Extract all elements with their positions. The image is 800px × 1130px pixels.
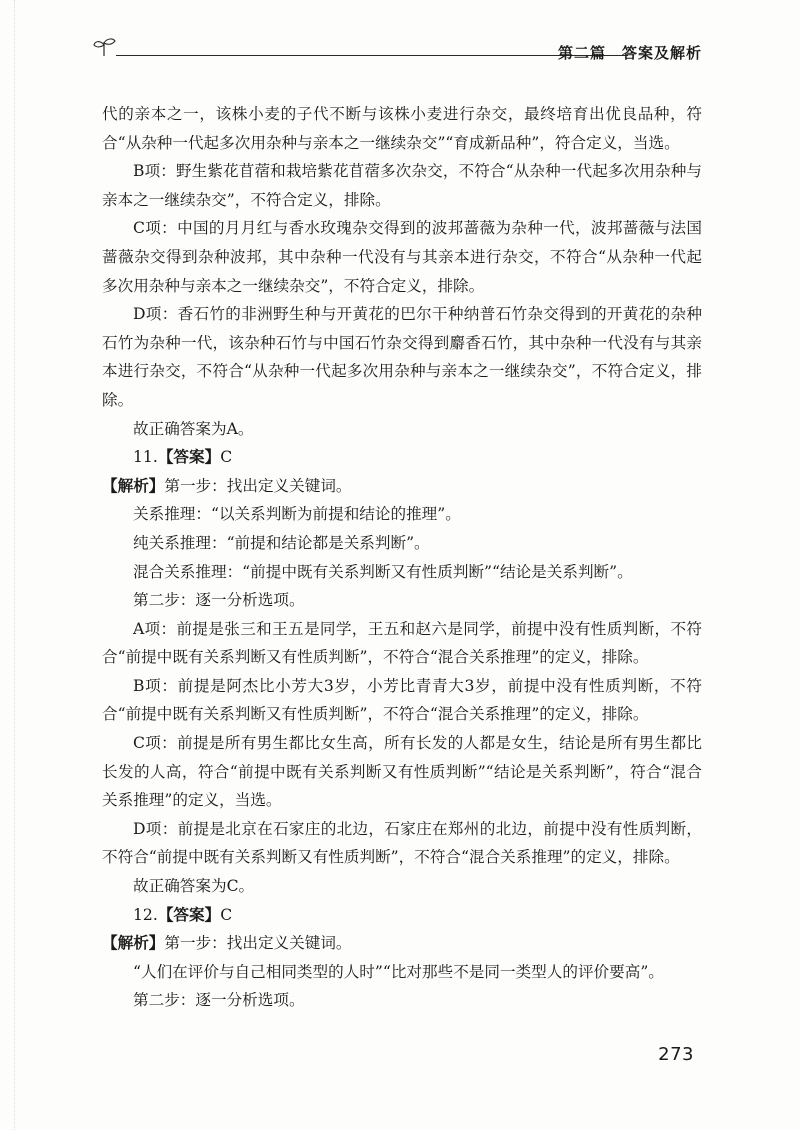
paragraph-text: 第一步：找出定义关键词。 bbox=[164, 476, 352, 495]
analysis-heading bbox=[102, 472, 702, 501]
paragraph-text: D项：香石竹的非洲野生种与开黄花的巴尔干种纳普石竹杂交得到的开黄花的杂种石竹为杂种一代，该杂种石竹与中国石竹杂交得到麝香石竹，其中杂种一代没有与其亲本进行杂交，不符合“从杂种一代起多次用杂种与亲本之一继续杂交”，不符合定义，排除。 bbox=[102, 305, 702, 409]
paragraph-text: 第二步：逐一分析选项。 bbox=[133, 591, 305, 610]
question-number: 12. bbox=[133, 905, 158, 924]
answer-value: C bbox=[220, 448, 233, 467]
answer-value: C bbox=[220, 905, 233, 924]
paragraph bbox=[102, 672, 702, 729]
answer-line bbox=[102, 415, 702, 444]
paragraph bbox=[102, 529, 702, 558]
paragraph-text: 故正确答案为C。 bbox=[133, 877, 255, 896]
paragraph-text: “人们在评价与自己相同类型的人时”“比对那些不是同一类型人的评价要高”。 bbox=[133, 962, 664, 981]
page-number: 273 bbox=[658, 1044, 694, 1065]
paragraph-text: D项：前提是北京在石家庄的北边，石家庄在郑州的北边，前提中没有性质判断，不符合“前提中既有关系判断又有性质判断”，不符合“混合关系推理”的定义，排除。 bbox=[102, 819, 702, 867]
paragraph-text: C项：中国的月月红与香水玫瑰杂交得到的波邦蔷薇为杂种一代，波邦蔷薇与法国蔷薇杂交得到杂种波邦，其中杂种一代没有与其亲本进行杂交，不符合“从杂种一代起多次用杂种与亲本之一继续杂交”，不符合定义，排除。 bbox=[102, 219, 702, 295]
paragraph bbox=[102, 100, 702, 157]
paragraph-text: 纯关系推理：“前提和结论都是关系判断”。 bbox=[133, 533, 430, 552]
scan-edge bbox=[0, 0, 15, 1130]
paragraph-text: A项：前提是张三和王五是同学，王五和赵六是同学，前提中没有性质判断，不符合“前提中既有关系判断又有性质判断”，不符合“混合关系推理”的定义，排除。 bbox=[102, 619, 702, 667]
paragraph-text: C项：前提是所有男生都比女生高，所有长发的人都是女生，结论是所有男生都比长发的人高，符合“前提中既有关系判断又有性质判断”“结论是关系判断”，符合“混合关系推理”的定义，当选。 bbox=[102, 734, 702, 810]
header-rule bbox=[116, 55, 628, 56]
paragraph-text: 故正确答案为A。 bbox=[133, 419, 254, 438]
paragraph-text: 关系推理：“以关系判断为前提和结论的推理”。 bbox=[133, 505, 461, 524]
paragraph bbox=[102, 500, 702, 529]
question-number: 11. bbox=[133, 448, 158, 467]
question-answer-heading bbox=[102, 443, 702, 472]
paragraph-text: 代的亲本之一，该株小麦的子代不断与该株小麦进行杂交，最终培育出优良品种，符合“从杂种一代起多次用杂种与亲本之一继续杂交”“育成新品种”，符合定义，当选。 bbox=[102, 105, 702, 152]
paragraph bbox=[102, 729, 702, 815]
paragraph bbox=[102, 986, 702, 1015]
header-title: 第二篇 答案及解析 bbox=[557, 44, 702, 62]
page-header bbox=[92, 34, 702, 64]
paragraph bbox=[102, 615, 702, 672]
paragraph-text: 混合关系推理：“前提中既有关系判断又有性质判断”“结论是关系判断”。 bbox=[133, 562, 633, 581]
leaf-sprout-icon bbox=[92, 36, 118, 58]
paragraph-text: B项：前提是阿杰比小芳大3岁，小芳比青青大3岁，前提中没有性质判断，不符合“前提中既有关系判断又有性质判断”，不符合“混合关系推理”的定义，排除。 bbox=[102, 676, 702, 724]
answer-line bbox=[102, 872, 702, 901]
analysis-heading bbox=[102, 929, 702, 958]
content-body bbox=[102, 100, 702, 1015]
analysis-label: 【解析】 bbox=[102, 934, 165, 953]
paragraph bbox=[102, 958, 702, 987]
paragraph bbox=[102, 815, 702, 872]
paragraph bbox=[102, 300, 702, 414]
paragraph-text: 第二步：逐一分析选项。 bbox=[133, 991, 305, 1010]
paragraph-text: B项：野生紫花苜蓿和栽培紫花苜蓿多次杂交，不符合“从杂种一代起多次用杂种与亲本之一继续杂交”，不符合定义，排除。 bbox=[102, 162, 702, 209]
paragraph bbox=[102, 214, 702, 300]
analysis-label: 【解析】 bbox=[102, 476, 165, 495]
question-answer-heading bbox=[102, 901, 702, 930]
paragraph bbox=[102, 558, 702, 587]
paragraph-text: 第一步：找出定义关键词。 bbox=[164, 934, 352, 953]
paragraph bbox=[102, 586, 702, 615]
answer-label: 【答案】 bbox=[157, 448, 221, 467]
paragraph bbox=[102, 157, 702, 214]
answer-label: 【答案】 bbox=[157, 905, 221, 924]
